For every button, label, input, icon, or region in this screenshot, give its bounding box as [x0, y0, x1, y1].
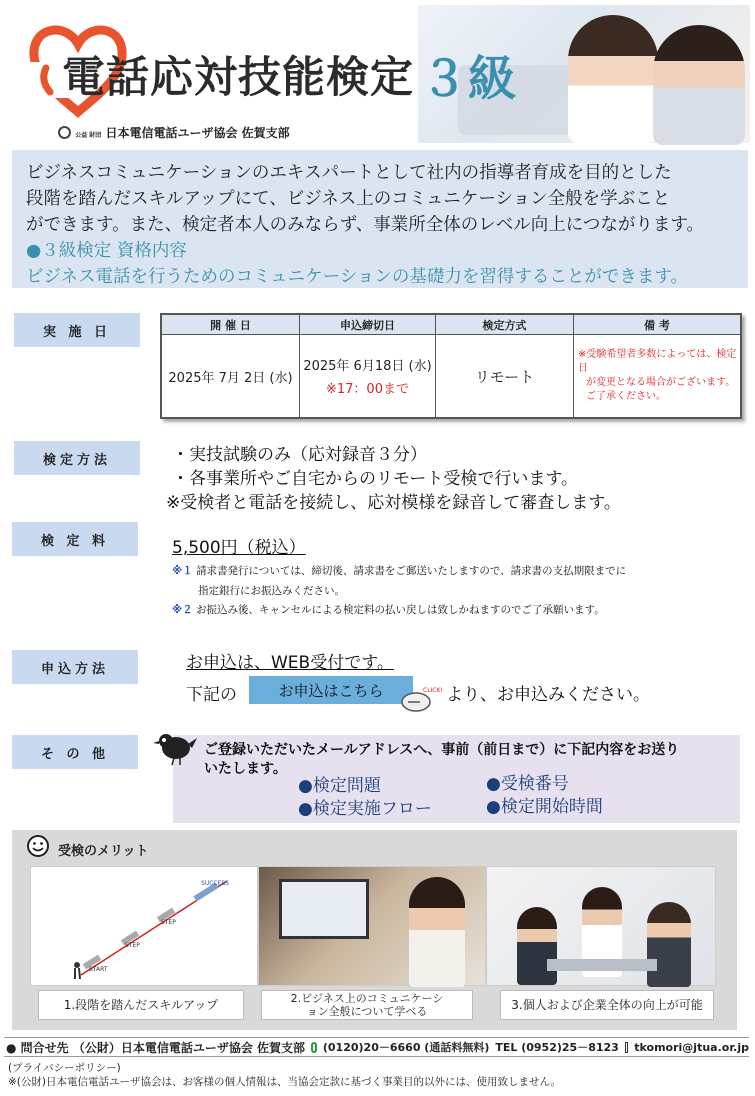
apply-web-note: お申込は、WEB受付です。 — [186, 653, 394, 673]
method-line: ・実技試験のみ（応対録音３分） — [172, 445, 427, 465]
intro-box — [12, 150, 748, 288]
section-label-fee: 検 定 料 — [12, 522, 138, 556]
qualification-heading: ●３級検定 資格内容 — [26, 241, 187, 261]
bird-icon — [150, 728, 198, 768]
stairs-start-label: START — [89, 966, 108, 973]
privacy-title: (プライバシーポリシー) — [8, 1062, 121, 1074]
merit-image-meeting — [486, 866, 716, 986]
org-logo-icon — [58, 126, 71, 139]
qualification-description: ビジネス電話を行うためのコミュニケーションの基礎力を習得することができます。 — [26, 267, 689, 287]
section-label-method: 検定方法 — [14, 441, 140, 475]
contact-tel: TEL (0952)25－8123 — [495, 1041, 619, 1054]
exam-method: リモート — [436, 335, 574, 418]
merit-image-stairs — [30, 866, 258, 986]
merit-caption-1: 1.段階を踏んだスキルアップ — [38, 990, 244, 1020]
other-line-1: ご登録いただいたメールアドレスへ、事前（前日まで）に下記内容をお送り — [204, 742, 680, 758]
other-line-2: いたします。 — [204, 761, 287, 777]
apply-pre-text: 下記の — [186, 685, 237, 705]
deadline-date: 2025年 6月18日 (水) — [303, 359, 432, 374]
th-deadline: 申込締切日 — [300, 315, 436, 335]
click-label: CLICK! — [423, 687, 443, 694]
contact-lead: ● 問合せ先 （公財）日本電信電話ユーザ協会 佐賀支部 — [6, 1040, 306, 1055]
exam-date: 2025年 7月 2日 (水) — [162, 335, 300, 418]
fee-amount: 5,500円（税込） — [172, 538, 306, 558]
schedule-table — [160, 313, 742, 419]
header — [0, 0, 755, 145]
intro-line: 段階を踏んだスキルアップにて、ビジネス上のコミュニケーション全般を学ぶこと — [26, 189, 671, 209]
apply-post-text: より、お申込みください。 — [446, 685, 650, 705]
click-hand-icon[interactable] — [398, 684, 443, 714]
th-remarks: 備 考 — [574, 315, 741, 335]
page-title: 電話応対技能検定 — [62, 53, 414, 103]
privacy-text: ※(公財)日本電信電話ユーザ協会は、お客様の個人情報は、当協会定款に基づく事業目的以外には、使用致しません。 — [8, 1076, 562, 1088]
method-note: ※受検者と電話を接続し、応対模様を録音して審査します。 — [166, 493, 621, 513]
apply-here-button[interactable]: お申込はこちら — [249, 676, 413, 704]
remarks-cell: ※受験希望者多数によっては、検定日 が変更となる場合がございます。 ご了承ください。 — [574, 335, 741, 418]
fee-note-1-cont: 指定銀行にお振込みください。 — [198, 585, 345, 597]
th-exam-date: 開 催 日 — [162, 315, 300, 335]
grade-label: ３級 — [420, 51, 517, 107]
method-line: ・各事業所やご自宅からのリモート受検で行います。 — [172, 469, 578, 489]
contact-freedial: (0120)20－6660 (通話料無料) — [322, 1041, 490, 1054]
fee-note-1: ※１ 請求書発行については、締切後、請求書をご郵送いたしますので、請求書の支払期限までに — [172, 565, 627, 577]
other-item-exam-number: ●受検番号 — [486, 774, 569, 794]
section-label-other: そ の 他 — [12, 735, 138, 769]
smiley-icon — [26, 834, 50, 858]
contact-bar — [4, 1037, 749, 1057]
stairs-success-label: SUCCESS — [201, 880, 229, 887]
merit-caption-2: 2.ビジネス上のコミュニケーション全般について学べる — [261, 990, 473, 1020]
other-item-flow: ●検定実施フロー — [298, 799, 432, 819]
fee-note-2: ※２ お振込み後、キャンセルによる検定料の払い戻しは致しかねますのでご了承願います。 — [172, 604, 605, 616]
contact-email[interactable]: tkomori@jtua.or.jp — [634, 1040, 749, 1054]
th-method: 検定方式 — [436, 315, 574, 335]
organization-name: 公益 財団 日本電信電話ユーザ協会 佐賀支部 — [58, 124, 290, 141]
merit-image-video-call — [258, 866, 486, 986]
section-label-schedule: 実 施 日 — [14, 313, 140, 347]
merit-title: 受検のメリット — [58, 844, 149, 859]
other-item-start-time: ●検定開始時間 — [486, 797, 603, 817]
section-label-apply: 申込方法 — [12, 650, 138, 684]
mail-icon — [625, 1042, 628, 1053]
deadline-time: ※17：00まで — [326, 382, 409, 397]
other-item-questions: ●検定問題 — [298, 776, 381, 796]
stairs-step-label: STEP — [161, 919, 176, 926]
intro-line: ができます。また、検定者本人のみならず、事業所全体のレベル向上につながります。 — [26, 215, 704, 235]
deadline-cell — [300, 335, 436, 418]
freedial-icon — [311, 1042, 317, 1053]
org-prefix: 公益 財団 — [75, 132, 102, 139]
stairs-step-label: STEP — [125, 942, 140, 949]
merit-caption-3: 3.個人および企業全体の向上が可能 — [500, 990, 714, 1020]
intro-line: ビジネスコミュニケーションのエキスパートとして社内の指導者育成を目的とした — [26, 163, 672, 183]
